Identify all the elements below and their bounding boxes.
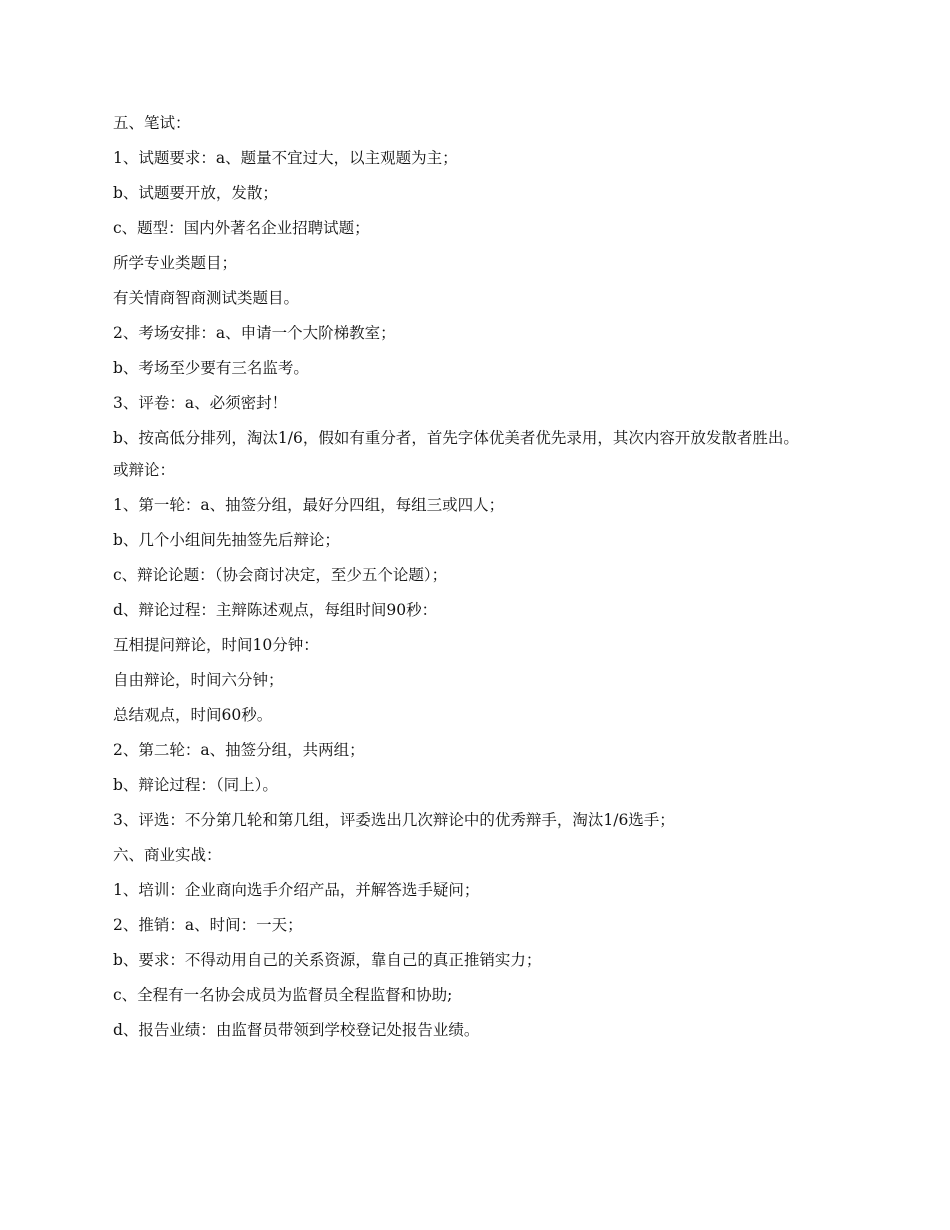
document-body: [113, 112, 833, 1054]
paragraph: 自由辩论，时间六分钟；: [113, 671, 284, 689]
section-heading-business-practice: 六、商业实战：: [113, 846, 222, 864]
paragraph: c、辩论论题：（协会商讨决定，至少五个论题）；: [113, 566, 448, 584]
paragraph: 互相提问辩论，时间10分钟：: [113, 636, 319, 654]
paragraph: d、辩论过程：主辩陈述观点，每组时间90秒：: [113, 601, 438, 619]
paragraph: 1、第一轮：a、抽签分组，最好分四组，每组三或四人；: [113, 496, 505, 514]
paragraph: b、考场至少要有三名监考。: [113, 359, 309, 377]
paragraph: 所学专业类题目；: [113, 254, 238, 272]
paragraph: 2、考场安排：a、申请一个大阶梯教室；: [113, 324, 396, 342]
paragraph: 2、推销：a、时间：一天；: [113, 916, 303, 934]
paragraph: d、报告业绩：由监督员带领到学校登记处报告业绩。: [113, 1021, 480, 1039]
paragraph: b、辩论过程：（同上）。: [113, 776, 278, 794]
paragraph: 1、试题要求：a、题量不宜过大，以主观题为主；: [113, 149, 458, 167]
paragraph: 3、评卷：a、必须密封！: [113, 394, 288, 412]
section-heading-debate: 或辩论：: [113, 461, 176, 479]
paragraph: 2、第二轮：a、抽签分组，共两组；: [113, 741, 365, 759]
paragraph: 有关情商智商测试类题目。: [113, 289, 300, 307]
paragraph: c、题型：国内外著名企业招聘试题；: [113, 219, 370, 237]
paragraph: b、试题要开放，发散；: [113, 184, 278, 202]
paragraph: 1、培训：企业商向选手介绍产品，并解答选手疑问；: [113, 881, 480, 899]
paragraph: b、按高低分排列，淘汰1/6，假如有重分者，首先字体优美者优先录用，其次内容开放发散者胜出。: [113, 429, 799, 447]
paragraph: 3、评选：不分第几轮和第几组，评委选出几次辩论中的优秀辩手，淘汰1/6选手；: [113, 811, 675, 829]
paragraph: 总结观点，时间60秒。: [113, 706, 273, 724]
paragraph: b、要求：不得动用自己的关系资源，靠自己的真正推销实力；: [113, 951, 542, 969]
paragraph: c、全程有一名协会成员为监督员全程监督和协助;: [113, 986, 453, 1004]
paragraph: b、几个小组间先抽签先后辩论；: [113, 531, 340, 549]
section-heading-written-test: 五、笔试：: [113, 114, 191, 132]
